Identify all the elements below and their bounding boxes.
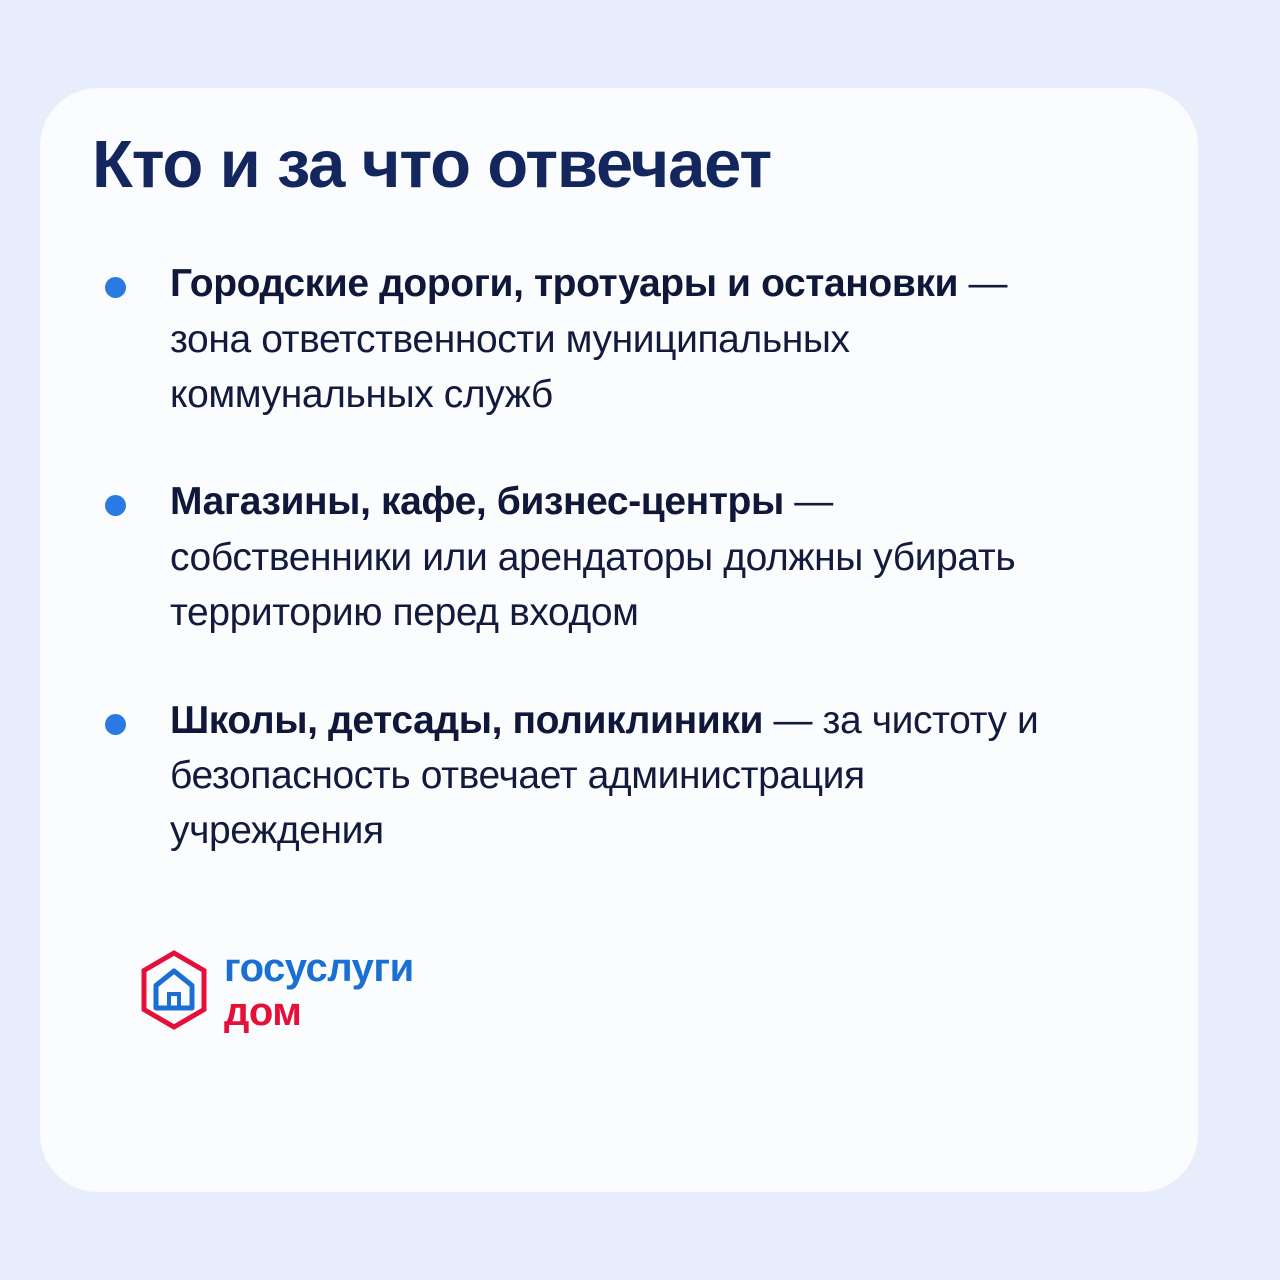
- bullet-dot-icon: [105, 495, 126, 516]
- list-item-rest: — зона ответственности муниципальных коммунальных служб: [170, 262, 1008, 417]
- responsibility-list: [92, 256, 1150, 858]
- list-item-rest: — за чистоту и безопасность отвечает администрация учреждения: [170, 698, 1039, 853]
- list-item-emphasis: Городские дороги, тротуары и остановки: [170, 262, 959, 306]
- page-title: Кто и за что отвечает: [92, 127, 771, 202]
- list-item: [92, 693, 1150, 859]
- card-content: [92, 127, 1150, 859]
- house-in-hexagon-icon: [138, 950, 210, 1030]
- list-item-text: [170, 474, 1070, 640]
- logo-wordmark: [224, 948, 414, 1032]
- list-item-text: [170, 256, 1070, 422]
- brand-logo: [138, 948, 414, 1032]
- list-item-text: [170, 693, 1070, 859]
- list-item-emphasis: Магазины, кафе, бизнес-центры: [170, 480, 784, 524]
- list-item: [92, 256, 1150, 422]
- logo-line-1: госуслуги: [224, 946, 414, 990]
- content-card: [40, 88, 1198, 1192]
- list-item: [92, 474, 1150, 640]
- list-item-rest: — собственники или арендаторы должны убирать территорию перед входом: [170, 480, 1016, 635]
- logo-line-2: дом: [224, 990, 302, 1034]
- bullet-dot-icon: [105, 714, 126, 735]
- bullet-dot-icon: [105, 277, 126, 298]
- list-item-emphasis: Школы, детсады, поликлиники: [170, 698, 764, 742]
